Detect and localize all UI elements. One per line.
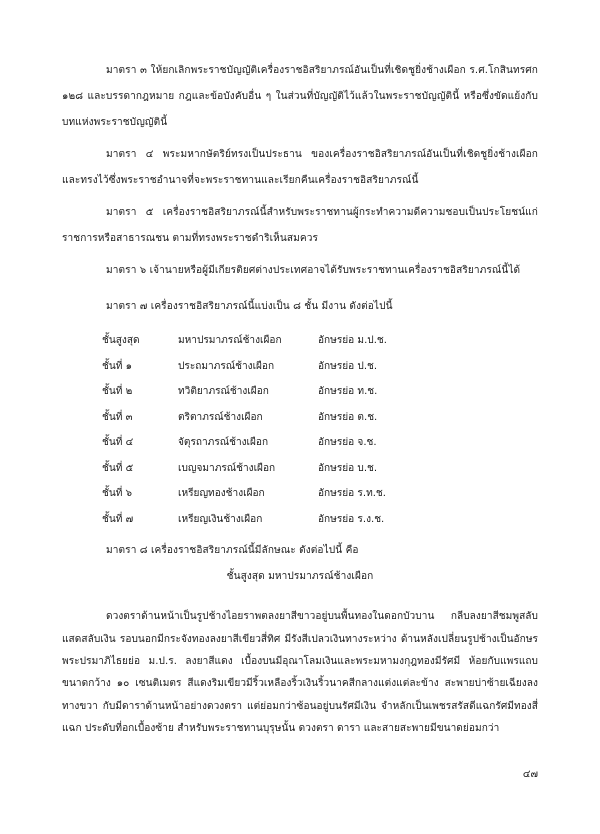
rank-level: ชั้นที่ ๔ [102,437,134,448]
rank-abbr: อักษรย่อ ต.ช. [318,411,378,423]
list-item [62,481,538,507]
rank-abbr: อักษรย่อ ท.ช. [318,386,378,397]
rank-abbr: อักษรย่อ ม.ป.ช. [318,335,387,346]
rank-name: เบญจมาภรณ์ช้างเผือก [178,462,276,474]
section-3-text: มาตรา ๓ ให้ยกเลิกพระราชบัญญัติเครื่องราชอิสริยาภรณ์อันเป็นที่เชิดชูยิ่งช้างเผือก ร.ศ.โกสินทรศก ๑๒๘ และบรรดากฎหมาย กฎและข้อบังคับอื่น ๆ ในส่วนที่บัญญัติไว้แล้วในพระราชบัญญัตินี้ หรือซึ่งขัดแย้งกับบทแห่งพระราชบัญญัตินี้ [62,65,538,128]
list-item [62,328,538,354]
rank-level: ชั้นที่ ๑ [102,360,133,372]
list-item [62,379,538,405]
section-8-text: มาตรา ๘ เครื่องราชอิสริยาภรณ์นี้มีลักษณะ ดังต่อไปนี้ คือ [106,545,359,556]
rank-abbr: อักษรย่อ ป.ช. [318,360,378,372]
list-item [62,507,538,533]
rank-abbr: อักษรย่อ ร.ง.ช. [318,513,385,525]
rank-name: ทวิติยาภรณ์ช้างเผือก [178,386,269,397]
paragraph-section-8 [62,538,538,564]
list-item [62,405,538,431]
list-item [62,456,538,482]
paragraph-section-5 [62,200,538,252]
rank-abbr: อักษรย่อ บ.ช. [318,462,378,474]
section-8-description [62,606,538,740]
paragraph-section-3 [62,58,538,136]
rank-name: จัตุรถาภรณ์ช้างเผือก [178,437,269,448]
list-item [62,430,538,456]
rank-name: ตริตาภรณ์ช้างเผือก [178,411,263,423]
section-4-text: มาตรา ๔ พระมหากษัตริย์ทรงเป็นประธาน ของเครื่องราชอิสริยาภรณ์อันเป็นที่เชิดชูยิ่งช้างเผือก และทรงไว้ซึ่งพระราชอำนาจที่จะพระราชทานและเรียกคืนเครื่องราชอิสริยาภรณ์นี้ [62,149,538,186]
rank-name: เหรียญเงินช้างเผือก [178,513,263,525]
rank-level: ชั้นที่ ๗ [102,513,134,525]
section-7-text: มาตรา ๗ เครื่องราชอิสริยาภรณ์นี้แบ่งเป็น ๘ ชั้น มีงาน ดังต่อไปนี้ [106,301,393,312]
rank-level: ชั้นที่ ๕ [102,462,134,474]
section-8-heading: ชั้นสูงสุด มหาปรมาภรณ์ช้างเผือก [226,571,374,582]
rank-name: มหาปรมาภรณ์ช้างเผือก [178,335,282,346]
list-item [62,354,538,380]
rank-abbr: อักษรย่อ จ.ช. [318,437,377,448]
section-5-text: มาตรา ๕ เครื่องราชอิสริยาภรณ์นี้สำหรับพระราชทานผู้กระทำความดีความชอบเป็นประโยชน์แก่ราชการหรือสาธารณชน ตามที่ทรงพระราชดำริเห็นสมควร [62,207,538,244]
rank-level: ชั้นที่ ๖ [102,488,133,499]
rank-level: ชั้นสูงสุด [102,335,140,346]
section-6-text: มาตรา ๖ เจ้านายหรือผู้มีเกียรติยศต่างประเทศอาจได้รับพระราชทานเครื่องราชอิสริยาภรณ์นี้ได้ [106,265,521,276]
rank-name: เหรียญทองช้างเผือก [178,488,265,499]
rank-level: ชั้นที่ ๒ [102,386,133,397]
rank-list [62,328,538,532]
rank-level: ชั้นที่ ๓ [102,411,133,423]
rank-abbr: อักษรย่อ ร.ท.ช. [318,488,386,499]
paragraph-section-4 [62,142,538,194]
paragraph-section-6 [62,258,538,284]
page-number: ๔๗ [522,769,538,780]
rank-name: ประถมาภรณ์ช้างเผือก [178,360,275,372]
section-8-description-text: ดวงตราด้านหน้าเป็นรูปช้างไอยราพตลงยาสีขาวอยู่บนพื้นทองในดอกบัวบาน กลีบลงยาสีชมพูสลับแสดสลับเงิน รอบนอกมีกระจังทองลงยาสีเขียวสี่ทิศ มีรังสีเปลวเงินทางระหว่าง ด้านหลังเปลี่ยนรูปช้างเป็นอักษรพระปรมาภิไธยย่อ ม.ป.ร. ลงยาสีแดง เบื้องบนมีอุณาโลมเงินและพระมหามงกุฎทองมีรัศมี ห้อยกับแพรแถบขนาดกว้าง ๑๐ เซนติเมตร สีแดงริมเขียวมีริ้วเหลืองริ้วเงินริ้วนาคสีกลางแต่งแต่ละข้าง สะพายบ่าซ้ายเฉียงลงทางขวา กับมีดาราด้านหน้าอย่างดวงตรา แต่ย่อมกว่าซ้อนอยู่บนรัศมีเงิน จำหลักเป็นเพชรสรัสดีแฉกรัศมีทองสี่แฉก ประดับที่อกเบื้องซ้าย สำหรับพระราชทานบุรุษนั้น ดวงตรา ดารา และสายสะพายมีขนาดย่อมกว่า [62,611,538,735]
paragraph-section-7 [62,294,538,320]
